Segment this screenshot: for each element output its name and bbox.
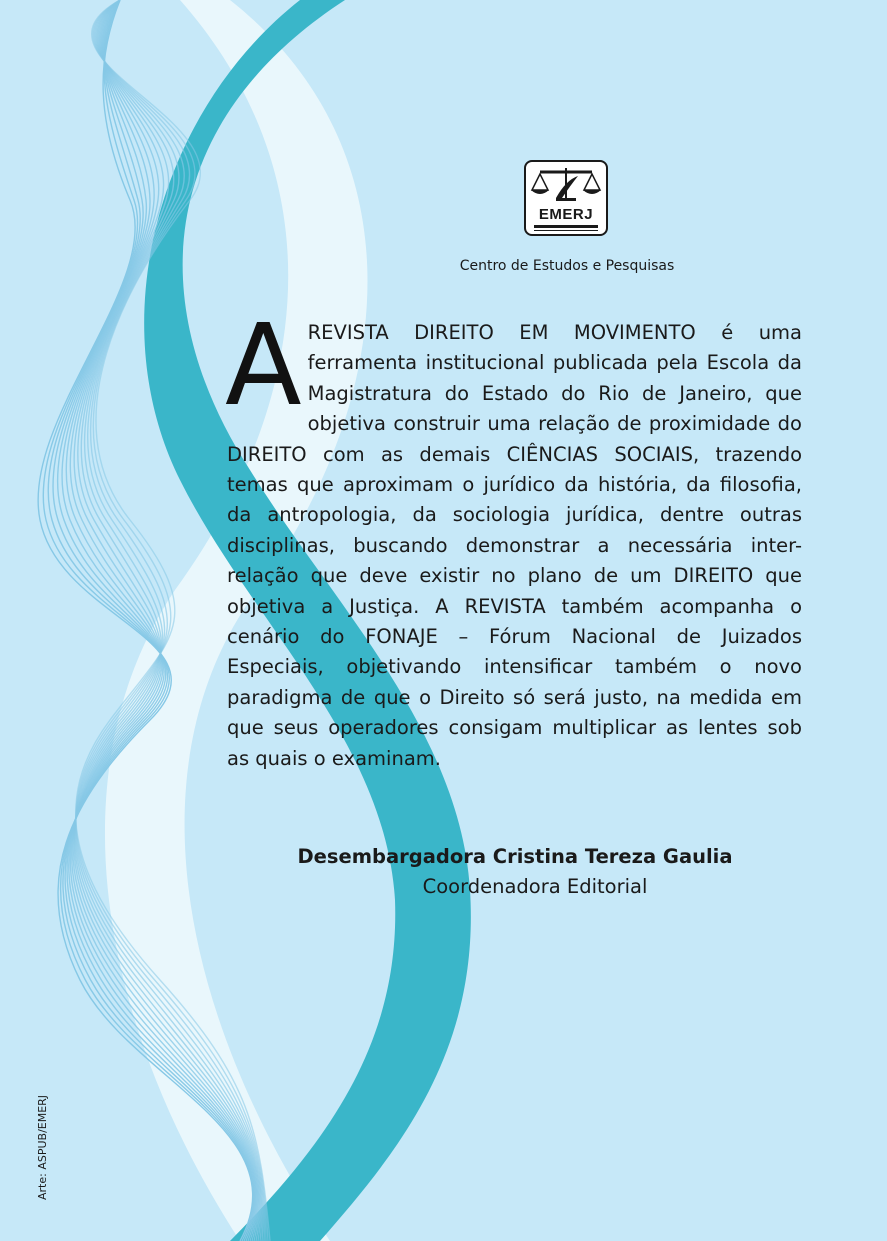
center-name: Centro de Estudos e Pesquisas [459,258,675,274]
drop-cap: A [225,301,302,431]
art-credit: Arte: ASPUB/EMERJ [36,1094,49,1200]
logo-wordmark: EMERJ [538,206,594,223]
emerj-logo [524,160,608,236]
signatory-name: Desembargadora Cristina Tereza Gaulia [297,845,733,868]
article-body: REVISTA DIREITO EM MOVIMENTO é uma ferramenta institucional publicada pela Escola da Magistratura do Estado do Rio de Janeiro, que objetiva construir uma relação de proximidade do DIREITO com as demais CIÊNCIAS SOCIAIS, trazendo temas que aproximam o jurídico da história, da filosofia, da antropologia, da sociologia jurídica, dentre outras disciplinas, buscando demonstrar a necessária inter-relação que deve existir no plano de um DIREITO que objetiva a Justiça. A REVISTA também acompanha o cenário do FONAJE – Fórum Nacional de Juizados Especiais, objetivando intensificar também o novo paradigma de que o Direito só será justo, na medida em que seus operadores consigam multiplicar as lentes sob as quais o examinam. [227,321,802,770]
logo-underline [534,225,598,228]
signatory-role: Coordenadora Editorial [422,875,648,898]
scales-of-justice-icon [526,162,606,206]
article-text [225,301,802,774]
logo-underline-thin [534,230,598,231]
